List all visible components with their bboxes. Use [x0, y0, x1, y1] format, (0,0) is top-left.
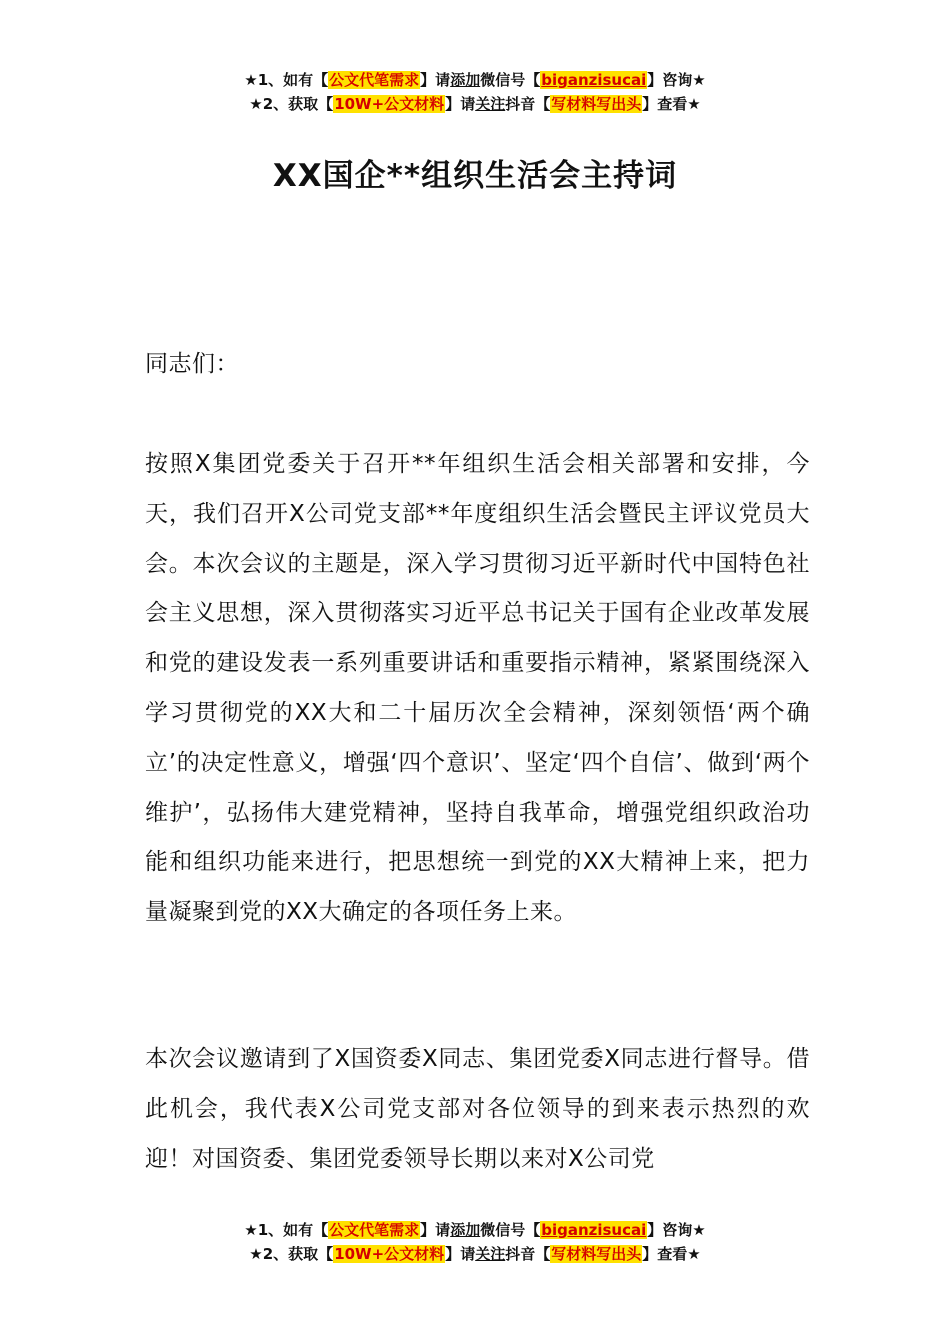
- promo-line-1: ★1、如有【公文代笔需求】请添加微信号【biganzisucai】咨询★: [244, 71, 706, 89]
- promo-line-2: ★2、获取【10W+公文材料】请关注抖音【写材料写出头】查看★: [249, 95, 701, 113]
- promo-line-2: ★2、获取【10W+公文材料】请关注抖音【写材料写出头】查看★: [249, 1245, 701, 1263]
- service-highlight: 公文代笔需求: [329, 1221, 420, 1239]
- materials-highlight: 10W+公文材料: [334, 1245, 445, 1263]
- wechat-id-link[interactable]: biganzisucai: [541, 1221, 647, 1239]
- promo-banner-bottom: [0, 1218, 950, 1266]
- douyin-account-highlight: 写材料写出头: [551, 1245, 642, 1263]
- greeting: 同志们：: [145, 351, 239, 377]
- document-title: XX国企**组织生活会主持词: [272, 158, 678, 194]
- service-highlight: 公文代笔需求: [329, 71, 420, 89]
- materials-highlight: 10W+公文材料: [334, 95, 445, 113]
- promo-line-1: ★1、如有【公文代笔需求】请添加微信号【biganzisucai】咨询★: [244, 1221, 706, 1239]
- wechat-id-link[interactable]: biganzisucai: [541, 71, 647, 89]
- douyin-account-highlight: 写材料写出头: [551, 95, 642, 113]
- body-paragraph-1: 按照X集团党委关于召开**年组织生活会相关部署和安排，今天，我们召开X公司党支部**年度组织生活会暨民主评议党员大会。本次会议的主题是，深入学习贯彻习近平新时代中国特色社会主义思想，深入贯彻落实习近平总书记关于国有企业改革发展和党的建设发表一系列重要讲话和重要指示精神，紧紧围绕深入学习贯彻党的XX大和二十届历次全会精神，深刻领悟‘两个确立’的决定性意义，增强‘四个意识’、坚定‘四个自信’、做到‘两个维护’，弘扬伟大建党精神，坚持自我革命，增强党组织政治功能和组织功能来进行，把思想统一到党的XX大精神上来，把力量凝聚到党的XX大确定的各项任务上来。: [145, 451, 810, 926]
- body-paragraph-2: 本次会议邀请到了X国资委X同志、集团党委X同志进行督导。借此机会，我代表X公司党支部对各位领导的到来表示热烈的欢迎！对国资委、集团党委领导长期以来对X公司党: [145, 1046, 810, 1172]
- promo-banner-top: [0, 68, 950, 116]
